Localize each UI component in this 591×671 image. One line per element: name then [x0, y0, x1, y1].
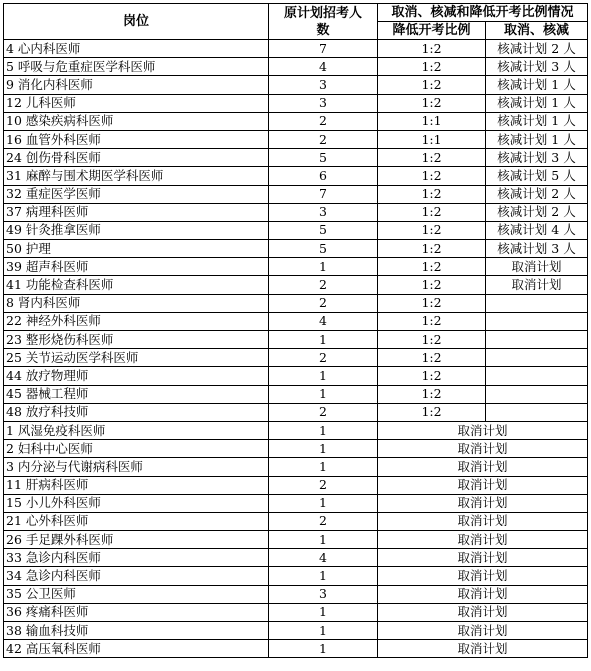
ratio-cell: 1:2 [378, 294, 486, 312]
action-cell: 核减计划 2 人 [486, 203, 588, 221]
position-cell: 49 针灸推拿医师 [4, 221, 269, 239]
position-cell: 35 公卫医师 [4, 585, 269, 603]
table-row [4, 221, 588, 239]
table-row [4, 403, 588, 421]
action-cell: 核减计划 3 人 [486, 58, 588, 76]
planned-count-cell: 4 [269, 312, 378, 330]
planned-count-cell: 5 [269, 221, 378, 239]
table-row [4, 112, 588, 130]
planned-count-cell: 1 [269, 531, 378, 549]
action-cell: 核减计划 1 人 [486, 130, 588, 148]
position-cell: 36 疼痛科医师 [4, 603, 269, 621]
ratio-cell: 1:2 [378, 367, 486, 385]
ratio-cell: 1:2 [378, 240, 486, 258]
position-cell: 10 感染疾病科医师 [4, 112, 269, 130]
table-row [4, 476, 588, 494]
cancel-action-cell: 取消计划 [378, 640, 588, 658]
ratio-cell: 1:2 [378, 149, 486, 167]
planned-count-cell: 2 [269, 276, 378, 294]
table-row [4, 549, 588, 567]
cancel-action-cell: 取消计划 [378, 622, 588, 640]
action-cell [486, 312, 588, 330]
position-cell: 21 心外科医师 [4, 512, 269, 530]
table-row [4, 167, 588, 185]
table-row [4, 585, 588, 603]
planned-count-cell: 4 [269, 549, 378, 567]
position-cell: 41 功能检查科医师 [4, 276, 269, 294]
planned-count-cell: 1 [269, 603, 378, 621]
position-cell: 50 护理 [4, 240, 269, 258]
position-cell: 3 内分泌与代谢病科医师 [4, 458, 269, 476]
position-cell: 38 输血科技师 [4, 622, 269, 640]
table-row [4, 458, 588, 476]
cancel-action-cell: 取消计划 [378, 440, 588, 458]
ratio-cell: 1:1 [378, 130, 486, 148]
planned-count-cell: 1 [269, 494, 378, 512]
table-row [4, 149, 588, 167]
position-cell: 2 妇科中心医师 [4, 440, 269, 458]
planned-count-cell: 3 [269, 585, 378, 603]
position-cell: 11 肝病科医师 [4, 476, 269, 494]
table-row [4, 494, 588, 512]
planned-count-cell: 5 [269, 149, 378, 167]
position-cell: 32 重症医学医师 [4, 185, 269, 203]
ratio-cell: 1:2 [378, 76, 486, 94]
planned-count-cell: 2 [269, 403, 378, 421]
ratio-cell: 1:2 [378, 167, 486, 185]
table-row [4, 567, 588, 585]
header-position: 岗位 [4, 4, 269, 40]
ratio-cell: 1:2 [378, 312, 486, 330]
planned-count-cell: 7 [269, 40, 378, 58]
header-planned-text: 原计划招考人数 [283, 5, 362, 38]
position-cell: 25 关节运动医学科医师 [4, 349, 269, 367]
action-cell: 核减计划 1 人 [486, 94, 588, 112]
table-row [4, 531, 588, 549]
planned-count-cell: 1 [269, 640, 378, 658]
ratio-cell: 1:1 [378, 112, 486, 130]
position-cell: 4 心内科医师 [4, 40, 269, 58]
ratio-cell: 1:2 [378, 94, 486, 112]
planned-count-cell: 3 [269, 76, 378, 94]
position-cell: 16 血管外科医师 [4, 130, 269, 148]
planned-count-cell: 1 [269, 567, 378, 585]
planned-count-cell: 1 [269, 367, 378, 385]
action-cell: 核减计划 5 人 [486, 167, 588, 185]
table-row [4, 130, 588, 148]
position-cell: 5 呼吸与危重症医学科医师 [4, 58, 269, 76]
table-row [4, 203, 588, 221]
planned-count-cell: 1 [269, 622, 378, 640]
action-cell [486, 331, 588, 349]
position-cell: 1 风湿免疫科医师 [4, 421, 269, 439]
table-row [4, 622, 588, 640]
cancel-action-cell: 取消计划 [378, 458, 588, 476]
position-cell: 24 创伤骨科医师 [4, 149, 269, 167]
cancel-action-cell: 取消计划 [378, 421, 588, 439]
position-cell: 31 麻醉与围术期医学科医师 [4, 167, 269, 185]
table-row [4, 276, 588, 294]
planned-count-cell: 2 [269, 112, 378, 130]
position-cell: 26 手足踝外科医师 [4, 531, 269, 549]
table-row [4, 40, 588, 58]
table-row [4, 94, 588, 112]
position-cell: 42 高压氧科医师 [4, 640, 269, 658]
ratio-cell: 1:2 [378, 403, 486, 421]
table-row [4, 294, 588, 312]
table-row [4, 331, 588, 349]
ratio-cell: 1:2 [378, 58, 486, 76]
planned-count-cell: 3 [269, 203, 378, 221]
action-cell: 核减计划 1 人 [486, 76, 588, 94]
planned-count-cell: 1 [269, 258, 378, 276]
ratio-cell: 1:2 [378, 349, 486, 367]
position-cell: 33 急诊内科医师 [4, 549, 269, 567]
planned-count-cell: 2 [269, 476, 378, 494]
planned-count-cell: 2 [269, 294, 378, 312]
position-cell: 45 器械工程师 [4, 385, 269, 403]
action-cell [486, 294, 588, 312]
cancel-action-cell: 取消计划 [378, 531, 588, 549]
position-cell: 9 消化内科医师 [4, 76, 269, 94]
planned-count-cell: 1 [269, 421, 378, 439]
action-cell: 核减计划 2 人 [486, 40, 588, 58]
ratio-cell: 1:2 [378, 40, 486, 58]
action-cell: 核减计划 1 人 [486, 112, 588, 130]
ratio-cell: 1:2 [378, 258, 486, 276]
ratio-cell: 1:2 [378, 221, 486, 239]
table-row [4, 240, 588, 258]
table-row [4, 440, 588, 458]
table-row [4, 258, 588, 276]
header-cancel-reduce: 取消、核减 [486, 22, 588, 40]
position-cell: 8 肾内科医师 [4, 294, 269, 312]
action-cell: 取消计划 [486, 276, 588, 294]
ratio-cell: 1:2 [378, 203, 486, 221]
table-row [4, 367, 588, 385]
header-reduced-ratio: 降低开考比例 [378, 22, 486, 40]
cancel-action-cell: 取消计划 [378, 585, 588, 603]
cancel-action-cell: 取消计划 [378, 603, 588, 621]
planned-count-cell: 7 [269, 185, 378, 203]
action-cell [486, 349, 588, 367]
action-cell: 核减计划 3 人 [486, 240, 588, 258]
planned-count-cell: 2 [269, 512, 378, 530]
position-cell: 44 放疗物理师 [4, 367, 269, 385]
cancel-action-cell: 取消计划 [378, 512, 588, 530]
cancel-action-cell: 取消计划 [378, 549, 588, 567]
recruitment-adjustment-table [3, 3, 588, 658]
ratio-cell: 1:2 [378, 276, 486, 294]
planned-count-cell: 1 [269, 440, 378, 458]
position-cell: 22 神经外科医师 [4, 312, 269, 330]
table-row [4, 421, 588, 439]
table-row [4, 640, 588, 658]
cancel-action-cell: 取消计划 [378, 567, 588, 585]
table-row [4, 76, 588, 94]
table-row [4, 58, 588, 76]
ratio-cell: 1:2 [378, 385, 486, 403]
table-row [4, 385, 588, 403]
planned-count-cell: 1 [269, 385, 378, 403]
cancel-action-cell: 取消计划 [378, 494, 588, 512]
planned-count-cell: 1 [269, 458, 378, 476]
cancel-action-cell: 取消计划 [378, 476, 588, 494]
position-cell: 37 病理科医师 [4, 203, 269, 221]
planned-count-cell: 3 [269, 94, 378, 112]
position-cell: 15 小儿外科医师 [4, 494, 269, 512]
ratio-cell: 1:2 [378, 185, 486, 203]
position-cell: 34 急诊内科医师 [4, 567, 269, 585]
header-planned [269, 4, 378, 40]
position-cell: 39 超声科医师 [4, 258, 269, 276]
header-situation: 取消、核减和降低开考比例情况 [378, 4, 588, 22]
position-cell: 23 整形烧伤科医师 [4, 331, 269, 349]
planned-count-cell: 1 [269, 331, 378, 349]
planned-count-cell: 6 [269, 167, 378, 185]
planned-count-cell: 4 [269, 58, 378, 76]
action-cell: 取消计划 [486, 258, 588, 276]
position-cell: 48 放疗科技师 [4, 403, 269, 421]
action-cell [486, 367, 588, 385]
table-row [4, 312, 588, 330]
planned-count-cell: 5 [269, 240, 378, 258]
action-cell [486, 385, 588, 403]
planned-count-cell: 2 [269, 130, 378, 148]
table-row [4, 512, 588, 530]
planned-count-cell: 2 [269, 349, 378, 367]
ratio-cell: 1:2 [378, 331, 486, 349]
table-row [4, 603, 588, 621]
action-cell: 核减计划 3 人 [486, 149, 588, 167]
table-row [4, 349, 588, 367]
position-cell: 12 儿科医师 [4, 94, 269, 112]
action-cell: 核减计划 2 人 [486, 185, 588, 203]
action-cell: 核减计划 4 人 [486, 221, 588, 239]
table-row [4, 185, 588, 203]
action-cell [486, 403, 588, 421]
